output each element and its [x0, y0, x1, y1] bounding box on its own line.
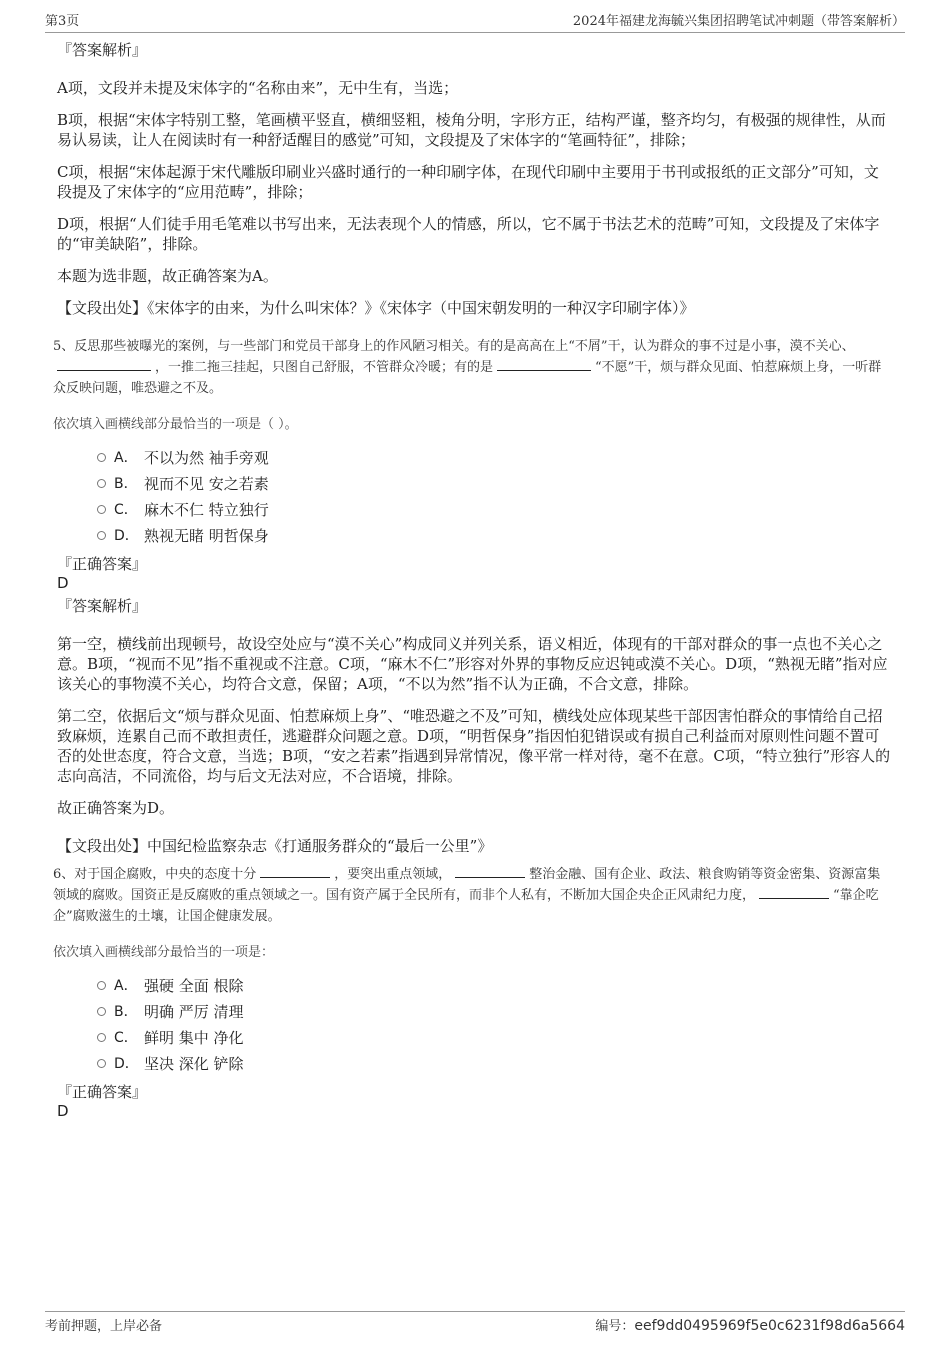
question-6 [53, 864, 892, 1120]
correct-answer-label: 『正确答案』 [57, 1083, 148, 1101]
page-number: 第3页 [45, 14, 80, 29]
option-c[interactable]: C． 麻木不仁 特立独行 [97, 496, 892, 522]
option-d[interactable]: D． 坚决 深化 铲除 [97, 1050, 892, 1076]
main-content [53, 40, 892, 1124]
option-c[interactable]: C． 鲜明 集中 净化 [97, 1024, 892, 1050]
option-a[interactable]: A． 强硬 全面 根除 [97, 972, 892, 998]
fill-blank [455, 864, 525, 878]
document-title: 2024年福建龙海毓兴集团招聘笔试冲刺题（带答案解析） [572, 14, 905, 29]
options-list [97, 444, 892, 548]
radio-icon[interactable] [97, 531, 106, 540]
analysis-paragraph: A项，文段并未提及宋体字的“名称由来”，无中生有，当选； [57, 79, 459, 97]
analysis-label: 『答案解析』 [57, 597, 148, 615]
fill-blank [759, 885, 829, 899]
radio-icon[interactable] [97, 1033, 106, 1042]
option-a[interactable]: A． 不以为然 袖手旁观 [97, 444, 892, 470]
correct-answer-value: D [57, 574, 69, 592]
analysis-paragraph: 第一空，横线前出现顿号，故设空处应与“漠不关心”构成同义并列关系，语义相近，体现有的干部对群众的事一点也不关心之意。B项，“视而不见”指不重视或不注意。C项，“麻木不仁”形容对外界的事物反应迟钝或漠不关心。D项，“熟视无睹”指对应该关心的事物漠不关心，均符合文意，保留；A项，“不以为然”指不认为正确，不合文意，排除。 [57, 635, 888, 693]
correct-answer-value: D [57, 1102, 69, 1120]
question-stem: 6、对于国企腐败，中央的态度十分 ，要突出重点领域， 整治金融、国有企业、政法、粮食购销等资金密集、资源富集领域的腐败。国资正是反腐败的重点领域之一。国有资产属于全民所有，而非个人私有，不断加大国企央企正风肃纪力度， “靠企吃企”腐败滋生的土壤，让国企健康发展。 [53, 864, 892, 927]
options-list [97, 972, 892, 1076]
page-footer [45, 1311, 905, 1336]
radio-icon[interactable] [97, 1007, 106, 1016]
question-stem: 5、反思那些被曝光的案例，与一些部门和党员干部身上的作风陋习相关。有的是高高在上“不屑”干，认为群众的事不过是小事，漠不关心、，一推二拖三挂起，只图自己舒服，不管群众冷暖；有的是 “不愿”干，烦与群众见面、怕惹麻烦上身，一听群众反映问题，唯恐避之不及。 [53, 339, 882, 396]
footer-slogan: 考前押题，上岸必备 [45, 1318, 163, 1334]
document-code: 编号：eef9dd0495969f5e0c6231f98d6a5664 [595, 1317, 905, 1334]
fill-blank [260, 864, 330, 878]
q4-analysis [57, 40, 892, 318]
analysis-paragraph: D项，根据“人们徒手用毛笔难以书写出来，无法表现个人的情感，所以，它不属于书法艺术的范畴”可知，文段提及了宋体字的“审美缺陷”，排除。 [57, 215, 880, 253]
question-instruction: 依次填入画横线部分最恰当的一项是： [53, 945, 275, 960]
analysis-conclusion: 故正确答案为D。 [57, 799, 175, 817]
option-b[interactable]: B． 视而不见 安之若素 [97, 470, 892, 496]
radio-icon[interactable] [97, 505, 106, 514]
analysis-label: 『答案解析』 [57, 41, 148, 59]
radio-icon[interactable] [97, 981, 106, 990]
radio-icon[interactable] [97, 1059, 106, 1068]
correct-answer-label: 『正确答案』 [57, 555, 148, 573]
fill-blank [497, 357, 591, 371]
analysis-paragraph: 第二空，依据后文“烦与群众见面、怕惹麻烦上身”、“唯恐避之不及”可知，横线处应体现某些干部因害怕群众的事情给自己招致麻烦，连累自己而不敢担责任，逃避群众问题之意。D项，“明哲保身”指因怕犯错误或有损自己利益而对原则性问题不置可否的处世态度，符合文意，当选；B项，“安之若素”指遇到异常情况，像平常一样对待，毫不在意。C项，“特立独行”形容人的志向高洁，不同流俗，均与后文无法对应，不合语境，排除。 [57, 707, 891, 785]
analysis-paragraph: B项，根据“宋体字特别工整，笔画横平竖直，横细竖粗，棱角分明，字形方正，结构严谨，整齐均匀，有极强的规律性，从而易认易读，让人在阅读时有一种舒适醒目的感觉”可知，文段提及了宋体字的“笔画特征”，排除； [57, 111, 886, 149]
option-b[interactable]: B． 明确 严厉 清理 [97, 998, 892, 1024]
source-citation: 【文段出处】中国纪检监察杂志《打通服务群众的“最后一公里”》 [57, 837, 493, 855]
question-5 [53, 336, 892, 856]
analysis-conclusion: 本题为选非题，故正确答案为A。 [57, 267, 278, 285]
question-instruction: 依次填入画横线部分最恰当的一项是（ ）。 [53, 417, 298, 432]
page-header [45, 10, 905, 33]
source-citation: 【文段出处】《宋体字的由来，为什么叫宋体？》《宋体字（中国宋朝发明的一种汉字印刷字体）》 [57, 299, 695, 317]
radio-icon[interactable] [97, 453, 106, 462]
radio-icon[interactable] [97, 479, 106, 488]
fill-blank [57, 357, 151, 371]
analysis-paragraph: C项，根据“宋体起源于宋代雕版印刷业兴盛时通行的一种印刷字体，在现代印刷中主要用于书刊或报纸的正文部分”可知，文段提及了宋体字的“应用范畴”，排除； [57, 163, 879, 201]
option-d[interactable]: D． 熟视无睹 明哲保身 [97, 522, 892, 548]
